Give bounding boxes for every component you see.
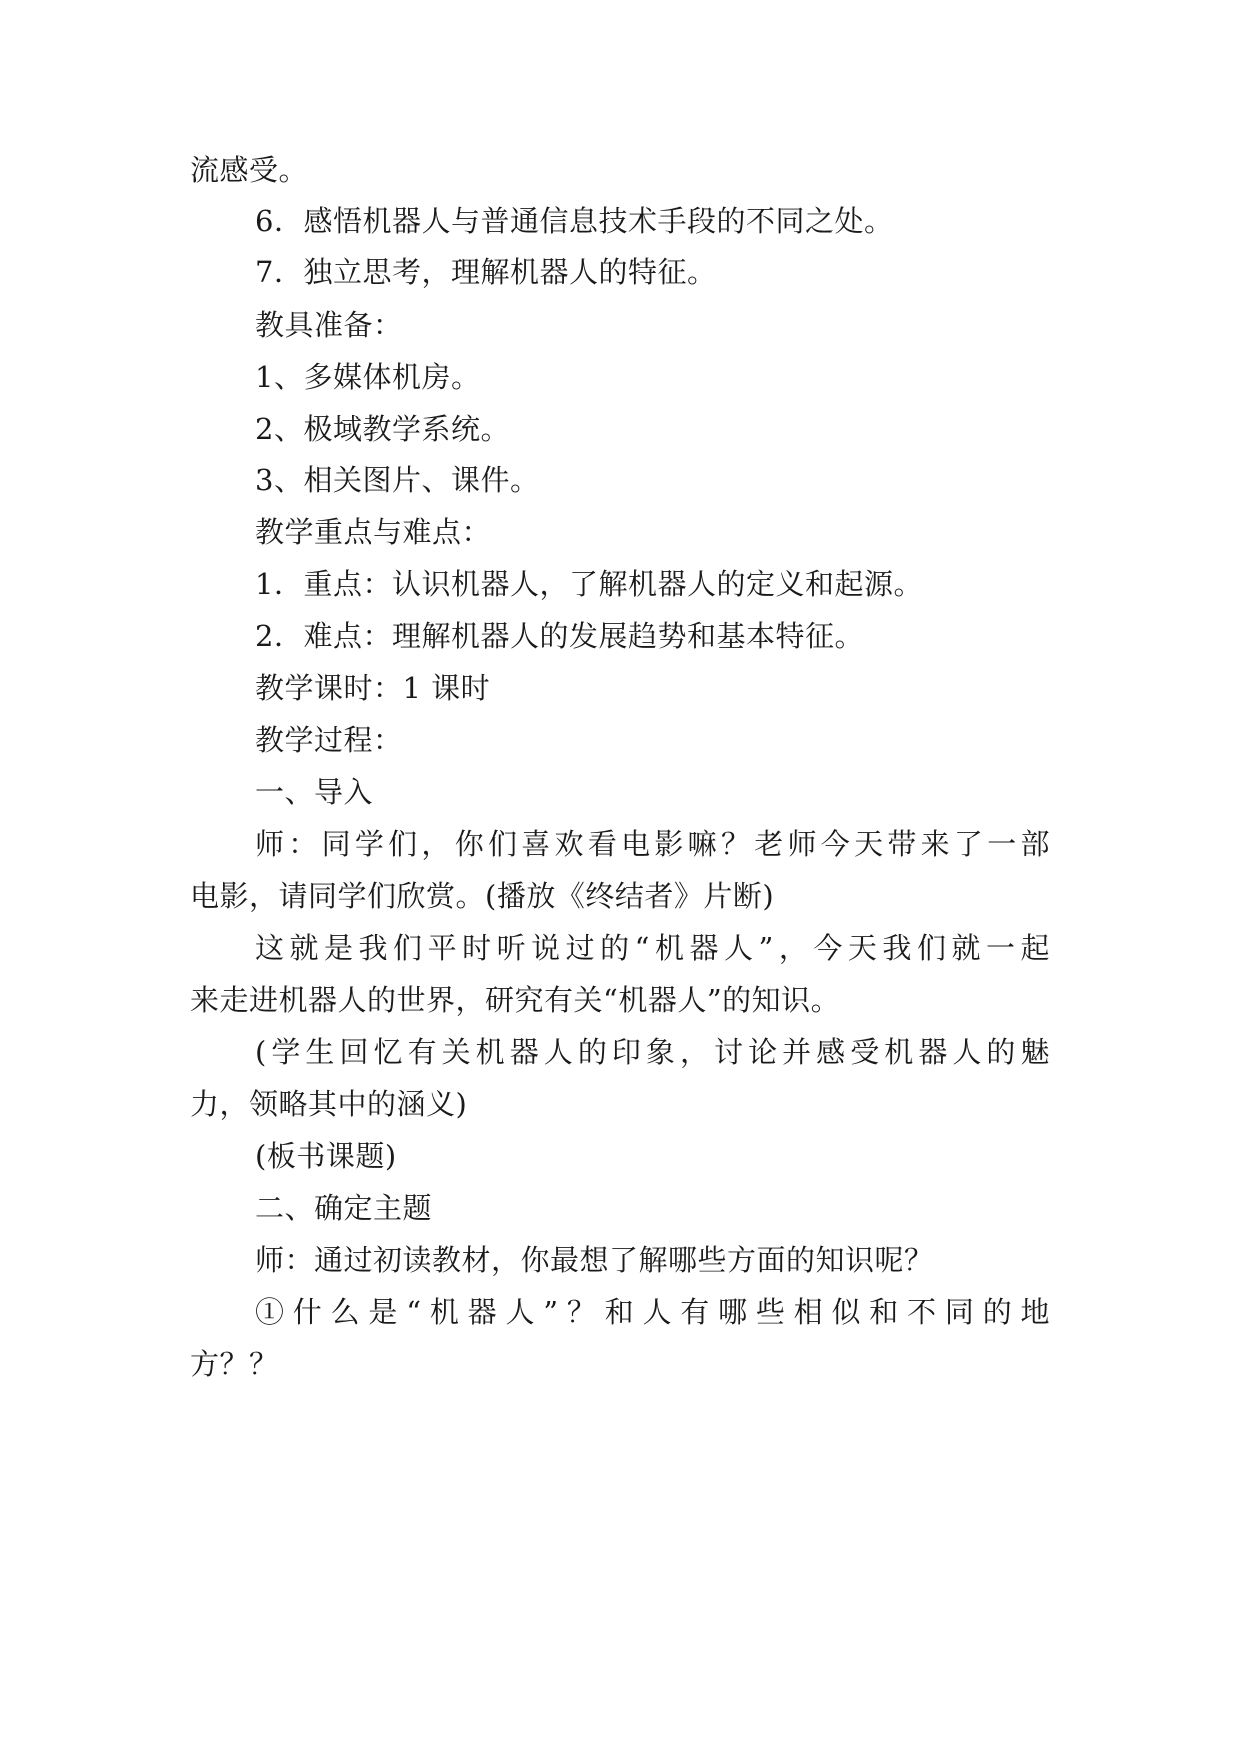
list-item: 2、极域教学系统。 [255,412,510,446]
paragraph-line: (学生回忆有关机器人的印象，讨论并感受机器人的魅 [255,1035,1050,1069]
objective-6: 6．感悟机器人与普通信息技术手段的不同之处。 [255,204,894,238]
paragraph-line: 师：同学们，你们喜欢看电影嘛？老师今天带来了一部 [255,827,1050,861]
section-heading-process: 教学过程： [255,723,403,757]
paragraph-line: 方？？ [190,1347,279,1381]
paragraph-line: 力，领略其中的涵义) [190,1087,468,1121]
paragraph-line: 流感受。 [190,153,309,187]
paragraph-line: ①什么是“机器人”？和人有哪些相似和不同的地 [255,1295,1050,1329]
list-item: 1、多媒体机房。 [255,360,481,394]
list-item: 3、相关图片、课件。 [255,463,540,497]
paragraph-line: (板书课题) [255,1139,397,1173]
section-heading-key-points: 教学重点与难点： [255,515,492,549]
paragraph-line: 这就是我们平时听说过的“机器人”，今天我们就一起 [255,931,1050,965]
paragraph-line: 电影，请同学们欣赏。(播放《终结者》片断) [190,879,775,913]
subsection-heading-topic: 二、确定主题 [255,1191,433,1225]
objective-7: 7．独立思考，理解机器人的特征。 [255,255,717,289]
section-heading-teaching-aids: 教具准备： [255,308,403,342]
subsection-heading-intro: 一、导入 [255,775,374,809]
paragraph-line: 来走进机器人的世界，研究有关“机器人”的知识。 [190,983,841,1017]
key-point-2: 2．难点：理解机器人的发展趋势和基本特征。 [255,619,864,653]
key-point-1: 1．重点：认识机器人，了解机器人的定义和起源。 [255,567,923,601]
class-hours: 教学课时：1 课时 [255,671,491,705]
paragraph-line: 师：通过初读教材，你最想了解哪些方面的知识呢？ [255,1243,934,1277]
